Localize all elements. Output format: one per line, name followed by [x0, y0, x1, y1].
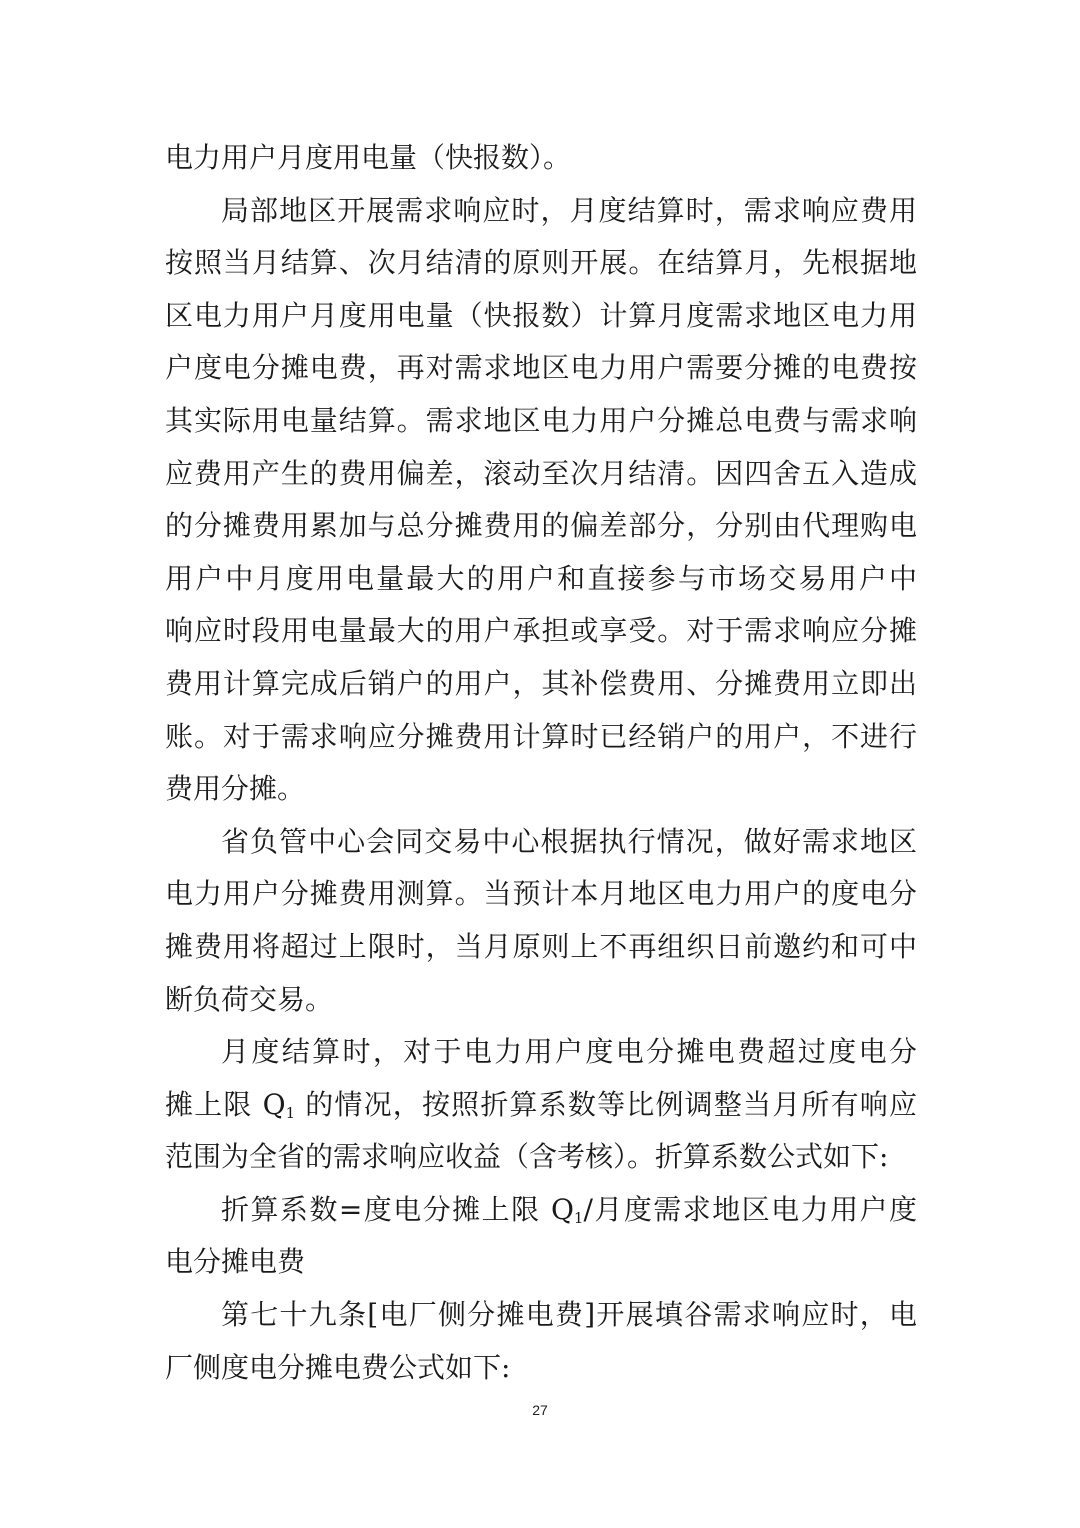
q1-line-before: 摊上限 Q [165, 1087, 286, 1121]
text-line: 区电力用户月度用电量（快报数）计算月度需求地区电力用 [165, 298, 917, 332]
article-79-heading-line: 第七十九条[电厂侧分摊电费]开展填谷需求响应时，电 [221, 1298, 917, 1332]
text-line: 用户中月度用电量最大的用户和直接参与市场交易用户中 [165, 561, 917, 595]
text-line: 费用计算完成后销户的用户，其补偿费用、分摊费用立即出 [165, 666, 917, 700]
text-line: 其实际用电量结算。需求地区电力用户分摊总电费与需求响 [165, 403, 917, 437]
q1-subscript: 1 [285, 1103, 296, 1122]
text-line: 厂侧度电分摊电费公式如下: [165, 1350, 511, 1384]
text-line: 户度电分摊电费，再对需求地区电力用户需要分摊的电费按 [165, 351, 917, 385]
page-number: 27 [532, 1402, 548, 1418]
text-line: 电力用户月度用电量（快报数）。 [165, 141, 572, 174]
text-line: 断负荷交易。 [165, 982, 334, 1016]
q1-line-after: 的情况，按照折算系数等比例调整当月所有响应 [295, 1087, 917, 1121]
formula-after: /月度需求地区电力用户度 [583, 1192, 917, 1226]
formula-line [165, 1184, 917, 1237]
text-line: 电力用户分摊费用测算。当预计本月地区电力用户的度电分 [165, 877, 917, 911]
q1-text-line [165, 1079, 917, 1132]
text-line: 的分摊费用累加与总分摊费用的偏差部分，分别由代理购电 [165, 509, 917, 543]
text-line: 费用分摊。 [165, 772, 306, 806]
text-line: 省负管中心会同交易中心根据执行情况，做好需求地区 [221, 824, 917, 858]
text-line: 响应时段用电量最大的用户承担或享受。对于需求响应分摊 [165, 614, 917, 648]
text-line: 电分摊电费 [165, 1245, 306, 1279]
formula-before: 折算系数=度电分摊上限 Q [221, 1192, 574, 1226]
text-line: 局部地区开展需求响应时，月度结算时，需求响应费用 [221, 193, 917, 227]
text-line: 范围为全省的需求响应收益（含考核）。折算系数公式如下: [165, 1140, 889, 1174]
text-line: 账。对于需求响应分摊费用计算时已经销户的用户，不进行 [165, 719, 917, 753]
document-body [165, 132, 917, 1394]
text-line: 摊费用将超过上限时，当月原则上不再组织日前邀约和可中 [165, 929, 917, 963]
formula-subscript: 1 [573, 1208, 584, 1227]
text-line: 按照当月结算、次月结清的原则开展。在结算月，先根据地 [165, 246, 917, 280]
text-line: 月度结算时，对于电力用户度电分摊电费超过度电分 [221, 1035, 917, 1069]
text-line: 应费用产生的费用偏差，滚动至次月结清。因四舍五入造成 [165, 456, 917, 490]
